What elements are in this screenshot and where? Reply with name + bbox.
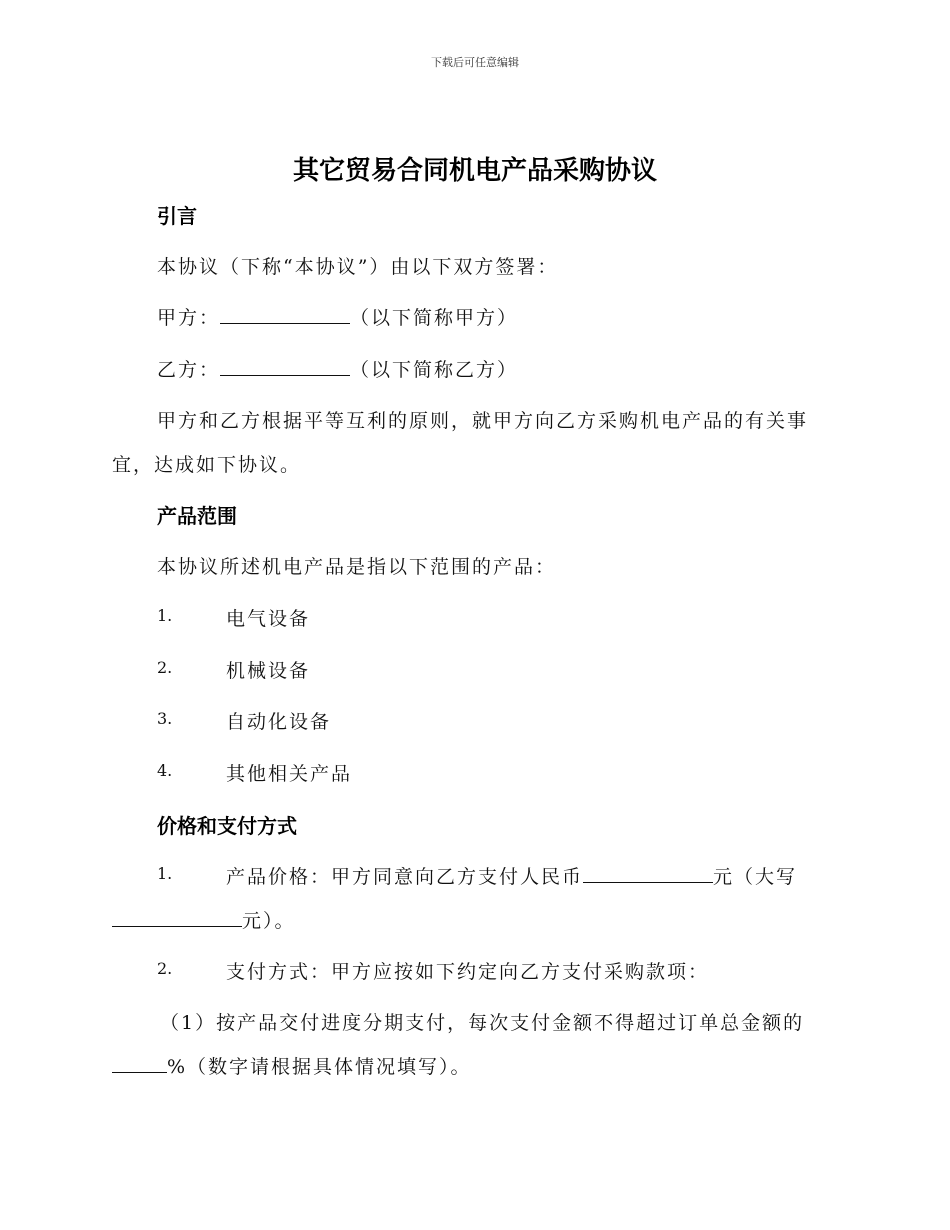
price-text-uppercase: 元（大写 bbox=[713, 866, 798, 888]
price-amount-blank bbox=[583, 864, 713, 883]
list-item-text: 电气设备 bbox=[226, 608, 311, 630]
list-item-text: 机械设备 bbox=[226, 660, 311, 682]
list-item-number: 4. bbox=[157, 761, 173, 780]
list-item-text: 自动化设备 bbox=[226, 711, 332, 733]
party-a-suffix: （以下简称甲方） bbox=[350, 307, 519, 329]
percentage-blank bbox=[112, 1054, 167, 1073]
installment-text: %（数字请根据具体情况填写）。 bbox=[167, 1056, 472, 1078]
list-item-text: 其他相关产品 bbox=[226, 763, 353, 785]
intro-paragraph-line1: 甲方和乙方根据平等互利的原则，就甲方向乙方采购机电产品的有关事 bbox=[157, 410, 809, 432]
price-line-2 bbox=[112, 906, 296, 933]
price-text-end: 元）。 bbox=[242, 910, 296, 932]
payment-method-text: 支付方式：甲方应按如下约定向乙方支付采购款项： bbox=[226, 961, 710, 983]
party-a-label: 甲方： bbox=[157, 307, 221, 329]
payment-item-number: 2. bbox=[157, 959, 173, 978]
intro-heading: 引言 bbox=[157, 204, 197, 228]
party-b-line bbox=[157, 355, 518, 382]
party-b-blank bbox=[220, 357, 350, 376]
list-item-number: 2. bbox=[157, 658, 173, 677]
price-uppercase-blank bbox=[112, 908, 242, 927]
price-line bbox=[226, 862, 797, 889]
intro-line: 本协议（下称“本协议”）由以下双方签署： bbox=[157, 256, 559, 278]
price-text: 产品价格：甲方同意向乙方支付人民币 bbox=[226, 866, 584, 888]
intro-paragraph-line2: 宜，达成如下协议。 bbox=[112, 454, 302, 476]
list-item-number: 3. bbox=[157, 709, 173, 728]
document-title: 其它贸易合同机电产品采购协议 bbox=[292, 156, 657, 186]
installment-line2 bbox=[112, 1052, 472, 1079]
scope-line: 本协议所述机电产品是指以下范围的产品： bbox=[157, 556, 557, 578]
party-a-line bbox=[157, 303, 518, 330]
header-note: 下载后可任意编辑 bbox=[431, 56, 519, 69]
scope-heading: 产品范围 bbox=[157, 504, 237, 528]
list-item-number: 1. bbox=[157, 606, 173, 625]
party-a-blank bbox=[220, 305, 350, 324]
party-b-suffix: （以下简称乙方） bbox=[350, 359, 519, 381]
payment-item-number: 1. bbox=[157, 864, 173, 883]
installment-line1: （1）按产品交付进度分期支付，每次支付金额不得超过订单总金额的 bbox=[160, 1012, 805, 1034]
payment-heading: 价格和支付方式 bbox=[157, 814, 297, 838]
party-b-label: 乙方： bbox=[157, 359, 221, 381]
